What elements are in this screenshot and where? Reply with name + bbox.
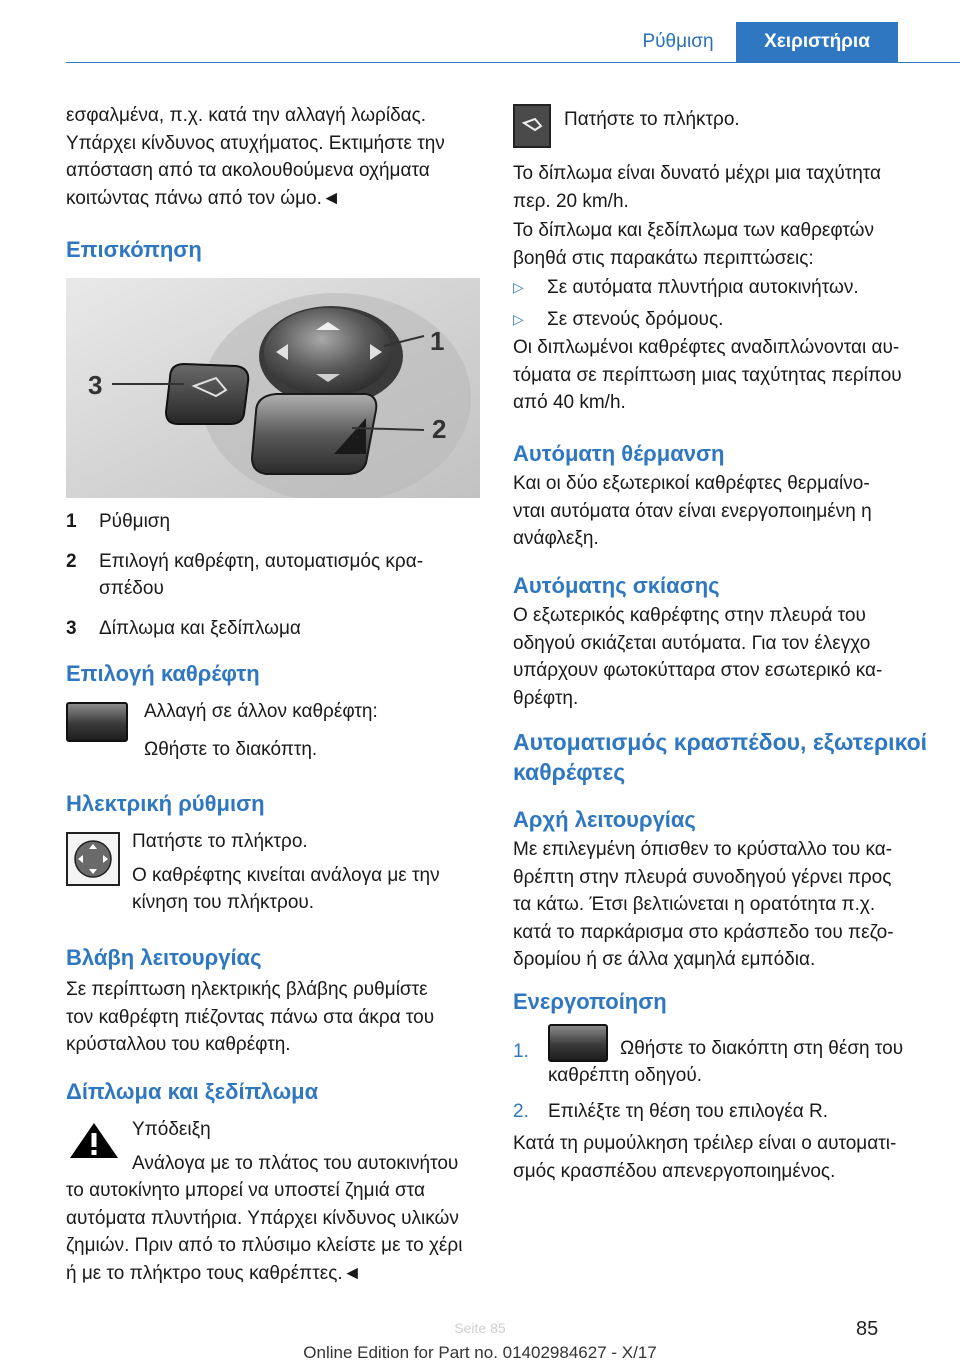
curb-heading: Αυτοματισμός κρασπέδου, εξωτερικοί καθρέφτες (513, 729, 928, 785)
watermark-text: Seite 85 (454, 1320, 506, 1336)
fold-heading: Δίπλωμα και ξεδίπλωμα (66, 1079, 319, 1104)
speed-text: Το δίπλωμα είναι δυνατό μέχρι μια ταχύτητα περ. 20 km/h. (513, 163, 882, 212)
intro-paragraph (66, 102, 480, 212)
electric-adjust-text: Πατήστε το πλήκτρο. Ο καθρέφτης κινείται ανάλογα με την κίνηση του πλήκτρου. (132, 831, 440, 913)
mirror-control-figure (66, 278, 480, 498)
mirror-control-photo (66, 278, 480, 498)
mirror-select-switch-icon (548, 1024, 608, 1062)
select-mirror-heading: Επιλογή καθρέφτη (66, 661, 260, 686)
activation-heading: Ενεργοποίηση (513, 989, 667, 1014)
activation-steps (513, 1024, 943, 1125)
principle-heading: Αρχή λειτουργίας (513, 807, 696, 832)
figure-legend (66, 508, 480, 642)
press-key-text: Πατήστε το πλήκτρο. (564, 109, 740, 130)
page-number: 85 (856, 1318, 879, 1340)
tab-controls[interactable]: Χειριστήρια (736, 22, 898, 62)
legend-item: 3 Δίπλωμα και ξεδίπλωμα (66, 617, 301, 639)
dimming-heading: Αυτόματης σκίασης (513, 573, 720, 598)
note-text: το αυτοκίνητο μπορεί να υποστεί ζημιά στα αυτόματα πλυντήρια. Υπάρχει κίνδυνος υλικών ζημιών. Πριν από το πλύσιμο κλείστε με το χέρι ή με το πλήκτρο τους καθρέπτες.◄ (66, 1180, 463, 1284)
header-tabs (620, 22, 898, 62)
legend-item: 1 Ρύθμιση (66, 511, 171, 532)
auto-fold-text: Οι διπλωμένοι καθρέφτες αναδιπλώνονται αυ- τόματα σε περίπτωση μιας ταχύτητας περίπου από 40 km/h. (513, 337, 902, 413)
failure-heading: Βλάβη λειτουργίας (66, 945, 262, 970)
warning-icon (66, 1118, 122, 1162)
bullet-triangle-icon: ▷ (513, 279, 524, 295)
mirror-select-switch-icon (66, 702, 128, 742)
list-item: ▷ Σε αυτόματα πλυντήρια αυτοκινήτων. (513, 274, 943, 302)
heating-heading: Αυτόματη θέρμανση (513, 441, 725, 466)
intro-line: κοιτώντας πάνω από τον ώμο.◄ (66, 187, 341, 209)
principle-text: Με επιλεγμένη όπισθεν το κρύσταλλο του κα- θρέπτη στην πλευρά συνοδηγού γέρνει προς τα κάτω. Έτσι βελτιώνεται η ορατότητα π.χ. κατά το παρκάρισμα στο κράσπεδο του πεζο- δρομίου ή σε άλλα χαμηλά εμπόδια. (513, 839, 894, 970)
electric-adjust-heading: Ηλεκτρική ρύθμιση (66, 791, 265, 816)
list-item: 1. Ωθήστε το διακόπτη στη θέση του καθρέπτη οδηγού. (513, 1024, 943, 1090)
header-rule (66, 62, 960, 63)
dimming-text: Ο εξωτερικός καθρέφτης στην πλευρά του οδηγού σκιάζεται αυτόματα. Για τον έλεγχο υπάρχουν φωτοκύτταρα στον εσωτερικό κα- θρέφτη. (513, 605, 883, 709)
select-mirror-text: Αλλαγή σε άλλον καθρέφτη: Ωθήστε το διακόπτη. (144, 701, 378, 760)
legend-item: 2 Επιλογή καθρέφτη, αυτοματισμός κρα- σπέδου (66, 550, 424, 599)
list-item: ▷ Σε στενούς δρόμους. (513, 306, 943, 334)
intro-line: απόσταση από τα ακολουθούμενα οχήματα (66, 160, 430, 181)
adjust-joystick-icon (66, 832, 120, 886)
mirror-fold-button-icon (513, 104, 551, 148)
list-item: 2. Επιλέξτε τη θέση του επιλογέα R. (513, 1100, 828, 1122)
bullet-triangle-icon: ▷ (513, 310, 524, 327)
failure-text: Σε περίπτωση ηλεκτρικής βλάβης ρυθμίστε τον καθρέφτη πιέζοντας πάνω στα άκρα του κρύσταλλου του καθρέφτη. (66, 979, 435, 1055)
note-header: Υπόδειξη Ανάλογα με το πλάτος του αυτοκινήτου (132, 1119, 459, 1174)
intro-line: Υπάρχει κίνδυνος ατυχήματος. Εκτιμήστε την (66, 132, 445, 154)
callout-1: 1 (430, 326, 445, 356)
help-text: Το δίπλωμα και ξεδίπλωμα των καθρεφτών βοηθά στις παρακάτω περιπτώσεις: (513, 220, 874, 269)
heating-text: Και οι δύο εξωτερικοί καθρέφτες θερμαίνο- νται αυτόματα όταν είναι ενεργοποιημένη η ανάφλεξη. (513, 473, 872, 549)
tab-settings[interactable]: Ρύθμιση (642, 31, 714, 52)
intro-line: εσφαλμένα, π.χ. κατά την αλλαγή λωρίδας. (66, 105, 427, 126)
bullet-list (513, 274, 943, 333)
trailer-text: Κατά τη ρυμούλκηση τρέιλερ είναι ο αυτοματι- σμός κρασπέδου απενεργοποιημένος. (513, 1133, 897, 1182)
footer-edition: Online Edition for Part no. 01402984627 - X/17 (303, 1343, 657, 1362)
callout-3: 3 (88, 370, 103, 400)
callout-2: 2 (432, 414, 447, 444)
overview-heading: Επισκόπηση (66, 237, 202, 262)
